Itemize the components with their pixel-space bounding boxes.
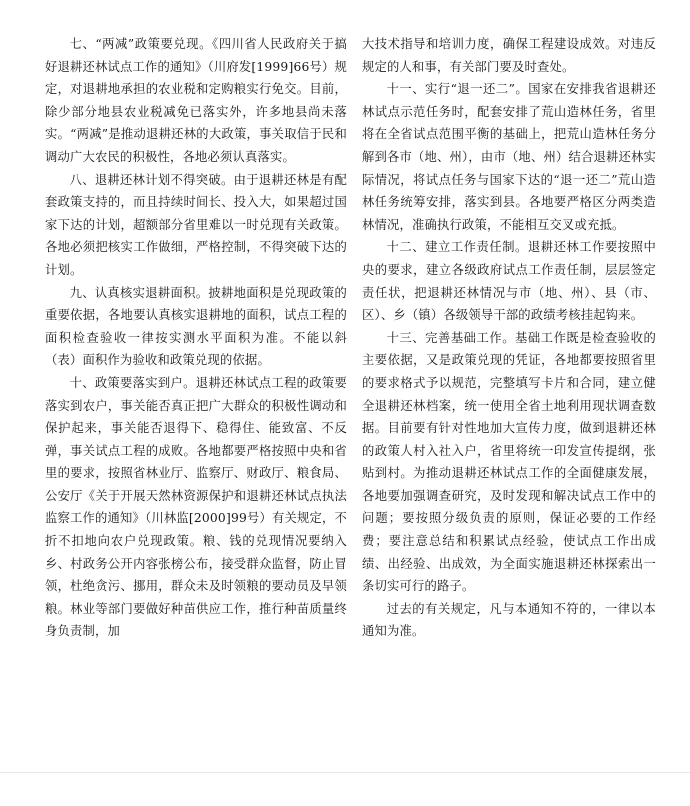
paragraph-7: 七、“两减”政策要兑现。《四川省人民政府关于搞好退耕还林试点工作的通知》（川府发[1999]66号）规定，对退耕地承担的农业税和定购粮实行免交。目前，除少部分地县农业税减免已落实外，许多地县尚未落实。“两减”是推动退耕还林的大政策，事关取信于民和调动广大农民的积极性，各地必须认真落实。 <box>45 37 347 164</box>
paragraph-9: 九、认真核实退耕面积。披耕地面积是兑现政策的重要依据，各地要认真核实退耕地的面积，试点工程的面积检查验收一律按实测水平面积为准。不能以斜（表）面积作为验收和政策兑现的依据。 <box>45 285 347 368</box>
paragraph-12: 十二、建立工作责任制。退耕还林工作要按照中央的要求，建立各级政府试点工作责任制，层层签定责任状，把退耕还林情况与市（地、州）、县（市、区）、乡（镇）各级领导干部的政绩考核挂起钩来。 <box>362 240 656 323</box>
paragraph-10-continued: 大技术指导和培训力度，确保工程建设成效。对违反规定的人和事，有关部门要及时查处。 <box>362 37 656 74</box>
page-bottom-edge <box>0 772 690 773</box>
paragraph-11: 十一、实行“退一还二”。国家在安排我省退耕还林试点示范任务时，配套安排了荒山造林任务，省里将在全省试点范围平衡的基础上，把荒山造林任务分解到各市（地、州），由市（地、州）结合退耕还林实际情况，将试点任务与国家下达的“退一还二”荒山造林任务统筹安排，落实到县。各地要严格区分两类造林情况，准确执行政策，不能相互交叉或充抵。 <box>362 82 656 232</box>
paragraph-closing: 过去的有关规定，凡与本通知不符的，一律以本通知为准。 <box>362 601 656 639</box>
paragraph-13: 十三、完善基础工作。基础工作既是检查验收的主要依据，又是政策兑现的凭证，各地都要按照省里的要求格式予以规范，完整填写卡片和合同，建立健全退耕还林档案，统一使用全省土地利用现状调查数据。目前要有针对性地加大宣传力度，做到退耕还林的政策人村入社入户，省里将统一印发宣传提纲，张贴到村。为推动退耕还林试点工作的全面健康发展，各地要加强调查研究，及时发现和解决试点工作中的问题；要按照分级负责的原则，保证必要的工作经费；要注意总结和积累试点经验，使试点工作出成绩、出经验、出成效，为全面实施退耕还林探索出一条切实可行的路子。 <box>362 330 656 594</box>
paragraph-8: 八、退耕还林计划不得突破。由于退耕还林是有配套政策支持的，而且持续时间长、投入大，如果超过国家下达的计划，超额部分省里难以一时兑现有关政策。各地必须把核实工作做细，严格控制，不得突破下达的计划。 <box>45 172 347 277</box>
left-column <box>45 33 347 643</box>
paragraph-10: 十、政策要落实到户。退耕还林试点工程的政策要落实到农户，事关能否真正把广大群众的积极性调动和保护起来，事关能否退得下、稳得住、能致富、不反弹，事关试点工程的成败。各地都要严格按照中央和省里的要求，按照省林业厅、监察厅、财政厅、粮食局、公安厅《关于开展天然林资源保护和退耕还林试点执法监察工作的通知》（川林监[2000]99号）有关规定，不折不扣地向农户兑现政策。粮、钱的兑现情况要纳入乡、村政务公开内容张榜公布，接受群众监督，防止冒领，杜绝贪污、挪用，群众未及时领粮的要动员及早领粮。林业等部门要做好种苗供应工作，推行种苗质量终身负责制，加 <box>45 375 347 639</box>
right-column <box>362 33 656 643</box>
